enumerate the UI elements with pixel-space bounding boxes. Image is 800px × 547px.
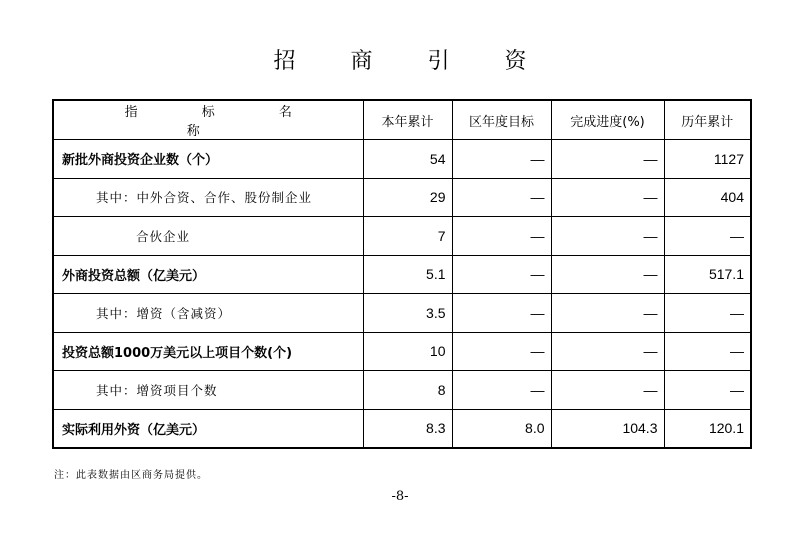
cell-district-target: — (452, 178, 551, 217)
table-row (53, 294, 751, 333)
cell-historical-total: — (664, 217, 751, 256)
cell-completion-progress: — (551, 178, 664, 217)
row-label: 其中：增资项目个数 (53, 371, 363, 410)
cell-year-total: 8.3 (363, 409, 452, 448)
cell-district-target: — (452, 255, 551, 294)
table-row (53, 178, 751, 217)
cell-year-total: 10 (363, 332, 452, 371)
cell-year-total: 54 (363, 140, 452, 179)
row-label: 实际利用外资（亿美元） (53, 409, 363, 448)
table-row (53, 255, 751, 294)
table-row (53, 371, 751, 410)
cell-district-target: 8.0 (452, 409, 551, 448)
row-label: 合伙企业 (53, 217, 363, 256)
cell-historical-total: — (664, 371, 751, 410)
cell-district-target: — (452, 332, 551, 371)
cell-year-total: 8 (363, 371, 452, 410)
row-label: 外商投资总额（亿美元） (53, 255, 363, 294)
cell-year-total: 7 (363, 217, 452, 256)
footnote: 注：此表数据由区商务局提供。 (54, 470, 208, 481)
cell-historical-total: 1127 (664, 140, 751, 179)
table-row (53, 332, 751, 371)
cell-year-total: 29 (363, 178, 452, 217)
cell-historical-total: 404 (664, 178, 751, 217)
investment-table (52, 99, 752, 449)
table-header-row (53, 100, 751, 140)
cell-completion-progress: — (551, 294, 664, 333)
cell-historical-total: 517.1 (664, 255, 751, 294)
cell-historical-total: — (664, 294, 751, 333)
cell-district-target: — (452, 217, 551, 256)
row-label: 其中：增资（含减资） (53, 294, 363, 333)
cell-year-total: 5.1 (363, 255, 452, 294)
header-year-total: 本年累计 (363, 100, 452, 140)
cell-completion-progress: — (551, 217, 664, 256)
cell-district-target: — (452, 140, 551, 179)
page-title: 招 商 引 资 (273, 49, 551, 74)
cell-completion-progress: — (551, 255, 664, 294)
row-label: 投资总额1000万美元以上项目个数(个) (53, 332, 363, 371)
table-row (53, 409, 751, 448)
cell-district-target: — (452, 294, 551, 333)
cell-district-target: — (452, 371, 551, 410)
header-completion-progress: 完成进度(%) (551, 100, 664, 140)
header-historical-total: 历年累计 (664, 100, 751, 140)
header-district-target: 区年度目标 (452, 100, 551, 140)
page-number: -8- (391, 489, 409, 504)
cell-historical-total: — (664, 332, 751, 371)
cell-completion-progress: — (551, 140, 664, 179)
header-indicator-name: 指 标 名 称 (53, 100, 363, 140)
row-label: 其中：中外合资、合作、股份制企业 (53, 178, 363, 217)
cell-completion-progress: 104.3 (551, 409, 664, 448)
cell-year-total: 3.5 (363, 294, 452, 333)
table-row (53, 217, 751, 256)
cell-historical-total: 120.1 (664, 409, 751, 448)
cell-completion-progress: — (551, 371, 664, 410)
row-label: 新批外商投资企业数（个） (53, 140, 363, 179)
table-row (53, 140, 751, 179)
cell-completion-progress: — (551, 332, 664, 371)
